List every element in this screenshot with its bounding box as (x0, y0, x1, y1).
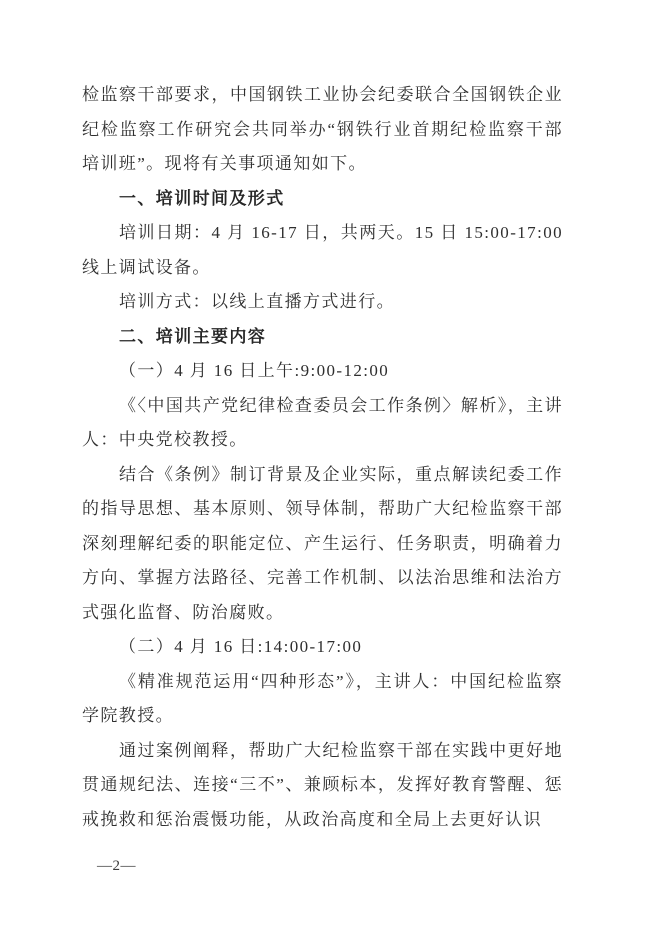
paragraph: 通过案例阐释，帮助广大纪检监察干部在实践中更好地贯通规纪法、连接“三不”、兼顾标本，发挥好教育警醒、惩戒挽救和惩治震慑功能，从政治高度和全局上去更好认识 (82, 740, 563, 829)
paragraph: 《精准规范运用“四种形态”》，主讲人：中国纪检监察学院教授。 (82, 671, 563, 725)
page-number: —2— (97, 858, 136, 874)
section-heading: 一、培训时间及形式 (119, 188, 285, 208)
paragraph: 培训方式：以线上直播方式进行。 (119, 292, 395, 311)
paragraph: 培训日期：4 月 16-17 日，共两天。15 日 15:00-17:00线上调试设备。 (82, 223, 563, 277)
paragraph: 《〈中国共产党纪律检查委员会工作条例〉解析》，主讲人：中央党校教授。 (82, 395, 563, 449)
paragraph: 检监察干部要求，中国钢铁工业协会纪委联合全国钢铁企业纪检监察工作研究会共同举办“钢铁行业首期纪检监察干部培训班”。现将有关事项通知如下。 (82, 85, 563, 173)
paragraph: 结合《条例》制订背景及企业实际，重点解读纪委工作的指导思想、基本原则、领导体制，帮助广大纪检监察干部深刻理解纪委的职能定位、产生运行、任务职责，明确着力方向、掌握方法路径、完善工作机制、以法治思维和法治方式强化监督、防治腐败。 (82, 464, 563, 622)
document-body (82, 78, 563, 837)
paragraph: （二）4 月 16 日:14:00-17:00 (119, 637, 363, 656)
section-heading: 二、培训主要内容 (119, 326, 267, 346)
paragraph: （一）4 月 16 日上午:9:00-12:00 (119, 361, 390, 380)
